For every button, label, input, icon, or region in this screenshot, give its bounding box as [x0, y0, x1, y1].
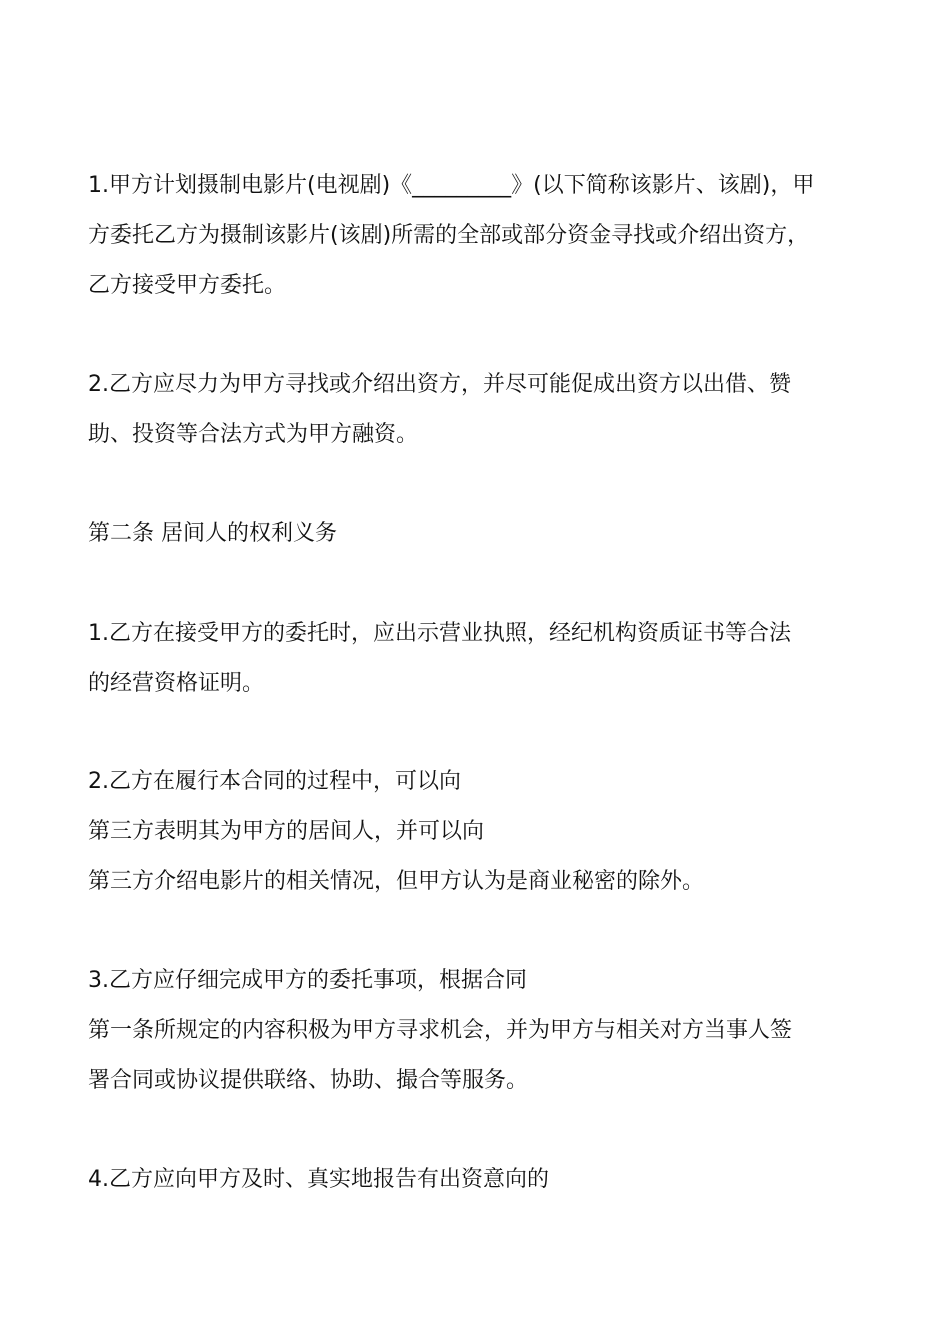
text-line-8: 的经营资格证明。 — [88, 671, 265, 696]
text-line-15: 4.乙方应向甲方及时、真实地报告有出资意向的 — [88, 1167, 549, 1192]
section-heading: 第二条 居间人的权利义务 — [88, 521, 337, 546]
text-line-7: 1.乙方在接受甲方的委托时，应出示营业执照，经纪机构资质证书等合法 — [88, 621, 791, 646]
text-line-10: 第三方表明其为甲方的居间人，并可以向 — [88, 819, 485, 844]
text-line-4: 2.乙方应尽力为甲方寻找或介绍出资方，并尽可能促成出资方以出借、赞 — [88, 372, 791, 397]
text-line-12: 3.乙方应仔细完成甲方的委托事项，根据合同 — [88, 968, 527, 993]
text-line-14: 署合同或协议提供联络、协助、撮合等服务。 — [88, 1068, 529, 1093]
text-line-2: 方委托乙方为摄制该影片(该剧)所需的全部或部分资金寻找或介绍出资方， — [88, 223, 810, 248]
text-line-3: 乙方接受甲方委托。 — [88, 273, 287, 298]
text-line-9: 2.乙方在履行本合同的过程中，可以向 — [88, 769, 461, 794]
text-line-5: 助、投资等合法方式为甲方融资。 — [88, 422, 419, 447]
text-line-1: 1.甲方计划摄制电影片(电视剧)《_________》(以下简称该影片、该剧)，甲 — [88, 173, 815, 198]
text-line-11: 第三方介绍电影片的相关情况，但甲方认为是商业秘密的除外。 — [88, 869, 705, 894]
text-line-13: 第一条所规定的内容积极为甲方寻求机会，并为甲方与相关对方当事人签 — [88, 1018, 793, 1043]
